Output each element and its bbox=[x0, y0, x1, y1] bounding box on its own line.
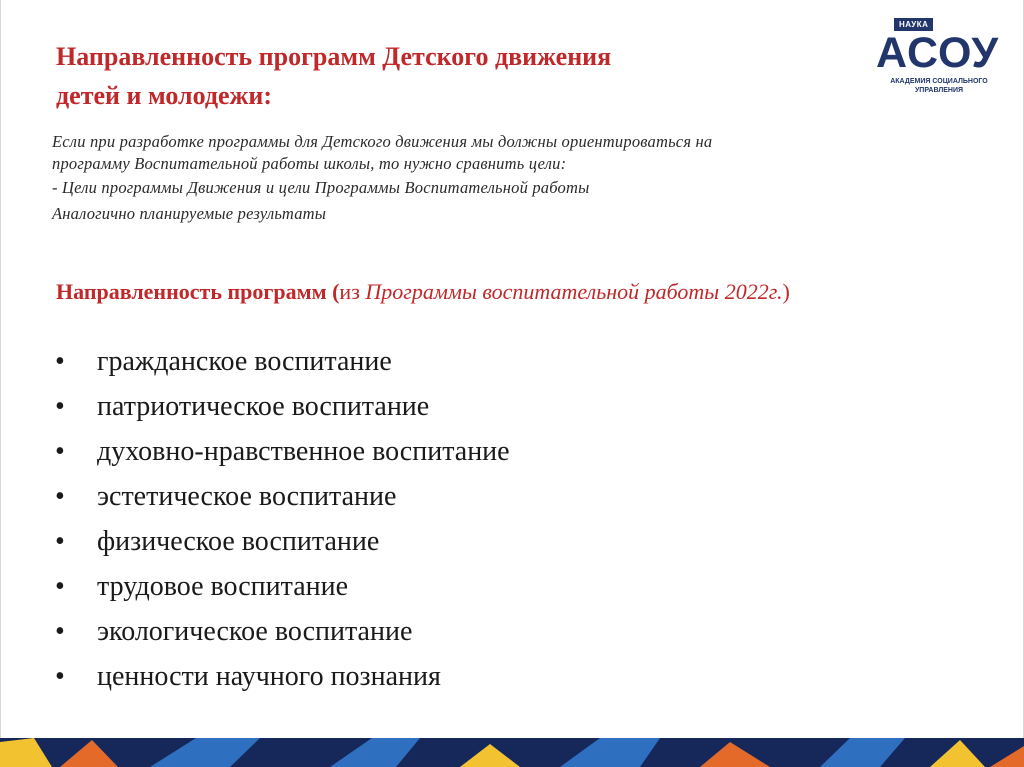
intro-text bbox=[52, 131, 932, 225]
intro-line-4: Аналогично планируемые результаты bbox=[52, 204, 327, 223]
logo-subtitle-line-1: АКАДЕМИЯ СОЦИАЛЬНОГО bbox=[890, 78, 988, 85]
section-title bbox=[56, 276, 916, 307]
list-item: • физическое воспитание bbox=[52, 522, 510, 567]
list-item: • ценности научного познания bbox=[52, 657, 510, 702]
intro-line-3: - Цели программы Движения и цели Программы Воспитательной работы bbox=[52, 178, 590, 197]
section-title-close: ) bbox=[782, 279, 790, 304]
section-title-bold: Направленность программ ( bbox=[56, 279, 340, 304]
section-title-italic: Программы воспитательной работы 2022г. bbox=[365, 279, 783, 304]
slide-title-line-2: детей и молодежи: bbox=[56, 81, 273, 110]
list-item: • эстетическое воспитание bbox=[52, 477, 510, 522]
logo-badge: НАУКА bbox=[894, 18, 933, 31]
logo-subtitle-line-2: УПРАВЛЕНИЯ bbox=[914, 87, 964, 94]
intro-line-2: программу Воспитательной работы школы, то нужно сравнить цели: bbox=[52, 154, 567, 173]
intro-line-1: Если при разработке программы для Детского движения мы должны ориентироваться на bbox=[52, 132, 713, 151]
asou-logo bbox=[868, 14, 1002, 96]
slide-title-line-1: Направленность программ Детского движения bbox=[56, 42, 612, 71]
list-item: • гражданское воспитание bbox=[52, 342, 510, 387]
footer-decorative-band bbox=[0, 738, 1024, 767]
logo-wordmark: АСОУ bbox=[876, 29, 1000, 77]
slide-border-left bbox=[0, 0, 1, 767]
list-item: • трудовое воспитание bbox=[52, 567, 510, 612]
section-title-from: из bbox=[339, 279, 366, 304]
directions-list bbox=[52, 342, 510, 702]
list-item: • духовно-нравственное воспитание bbox=[52, 432, 510, 477]
slide-title bbox=[56, 37, 836, 115]
list-item: • патриотическое воспитание bbox=[52, 387, 510, 432]
logo-subtitle bbox=[876, 77, 1002, 95]
list-item: • экологическое воспитание bbox=[52, 612, 510, 657]
